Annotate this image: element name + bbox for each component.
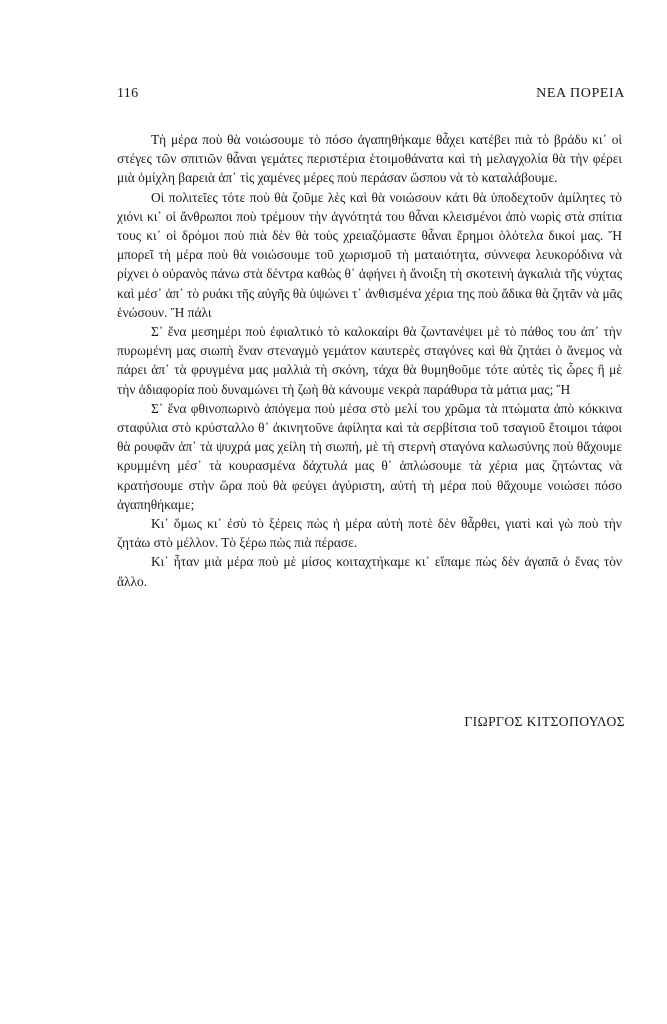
running-header-title: ΝΕΑ ΠΟΡΕΙΑ [536, 86, 625, 101]
paragraph: Σ᾿ ἕνα φθινοπωρινὸ ἀπόγεμα ποὺ μέσα στὸ μελί του χρῶμα τὰ πτώματα ἀπὸ κόκκινα σταφύλια στὸ κρύσταλλο θ᾿ ἀκινητοῦνε ἀφίλητα καὶ τὰ σερβίτσια τοῦ τσαγιοῦ ἕτοιμοι τάφοι θὰ ρουφᾶν ἀπ᾿ τὰ ψυχρά μας χείλη τὴ σιωπή, μὲ τὴ στερνὴ σταγόνα καλωσύνης ποὺ θἄχουμε κρυμμένη μέσ᾿ τὰ κουρασμένα δάχτυλά μας θ᾿ ἁπλώσουμε τὰ χέρια μας ζητώντας νὰ κρατήσουμε στὴν ὥρα ποὺ θὰ φεύγει ἀγύριστη, αὐτὴ τὴ μέρα ποὺ θἄχουμε νοιώσει πόσο ἀγαπηθήκαμε; [117, 400, 622, 512]
paragraph: Σ᾿ ἕνα μεσημέρι ποὺ ἐφιαλτικὸ τὸ καλοκαίρι θὰ ζωντανέψει μὲ τὸ πάθος του ἀπ᾿ τὴν πυρωμένη μας σιωπὴ ἕναν στεναγμὸ γεμάτον καυτερὲς σταγόνες καὶ θὰ ζητάει ὁ ἄνεμος νὰ πάρει ἀπ᾿ τὰ φρυγμένα μας μαλλιὰ τὴ σκόνη, τάχα θὰ θυμηθοῦμε τότε αὐτὲς τὶς ὧρες ἢ μὲ τὴν ἀδιαφορία ποὺ δυναμώνει τὴ ζωὴ θὰ κάνουμε νεκρὰ παράθυρα τὰ μάτια μας; Ἤ [117, 324, 622, 397]
paragraph: Οἱ πολιτεῖες τότε ποὺ θὰ ζοῦμε λὲς καὶ θὰ νοιώσουν κάτι θὰ ὑποδεχτοῦν ἀμίλητες τὸ χιόνι κι᾿ οἱ ἄνθρωποι ποὺ τρέμουν τὴν ἀγνότητά του θἆναι κλεισμένοι ἀπὸ νωρὶς στὰ σπίτια τους κι᾿ οἱ δρόμοι ποὺ πιὰ δὲν θὰ τοὺς χρειαζόμαστε θἆναι ἔρημοι ὁλότελα δικοί μας. Ἤ μπορεῖ τὴ μέρα ποὺ θὰ νοιώσουμε τοῦ χωρισμοῦ τὴ ματαιότητα, σύννεφα λευκορόδινα νὰ ρίχνει ὁ οὐρανὸς πάνω στὰ δέντρα καθὼς θ᾿ ἀφήνει ἡ ἄνοιξη τὴ σκοτεινὴ ἀγκαλιὰ τῆς νύχτας καὶ μέσ᾿ ἀπ᾿ τὸ ρυάκι τῆς αὐγῆς θὰ ὑψώνει τ᾿ ἀνθισμένα χέρια της ποὺ ἄδικα θὰ ζητᾶν νὰ μᾶς ἑνώσουν. Ἤ πάλι [117, 189, 622, 320]
paragraph: Κι᾿ ἦταν μιὰ μέρα ποὺ μὲ μίσος κοιταχτήκαμε κι᾿ εἴπαμε πὼς δὲν ἀγαπᾶ ὁ ἕνας τὸν ἄλλο. [117, 554, 622, 589]
page-number: 116 [117, 86, 139, 101]
paragraph: Τὴ μέρα ποὺ θὰ νοιώσουμε τὸ πόσο ἀγαπηθήκαμε θἆχει κατέβει πιὰ τὸ βράδυ κι᾿ οἱ στέγες τῶν σπιτιῶν θἆναι γεμάτες περιστέρια ἑτοιμοθάνατα καὶ τὴ μελαγχολία θὰ τὴν φέρει μιὰ ὁμίχλη βαρειὰ ἀπ᾿ τὶς χαμένες μέρες ποὺ περάσαν ὥσπου νὰ τὸ καταλάβουμε. [117, 132, 622, 186]
paragraph: Κι᾿ ὅμως κι᾿ ἐσὺ τὸ ξέρεις πὼς ἡ μέρα αὐτὴ ποτὲ δὲν θἆρθει, γιατὶ καὶ γὼ ποὺ τὴν ζητάω στὸ μέλλον. Τὸ ξέρω πὼς πιὰ πέρασε. [117, 516, 622, 551]
author-signature: ΓΙΩΡΓΟΣ ΚΙΤΣΟΠΟΥΛΟΣ [464, 714, 625, 729]
body-text [117, 130, 622, 591]
